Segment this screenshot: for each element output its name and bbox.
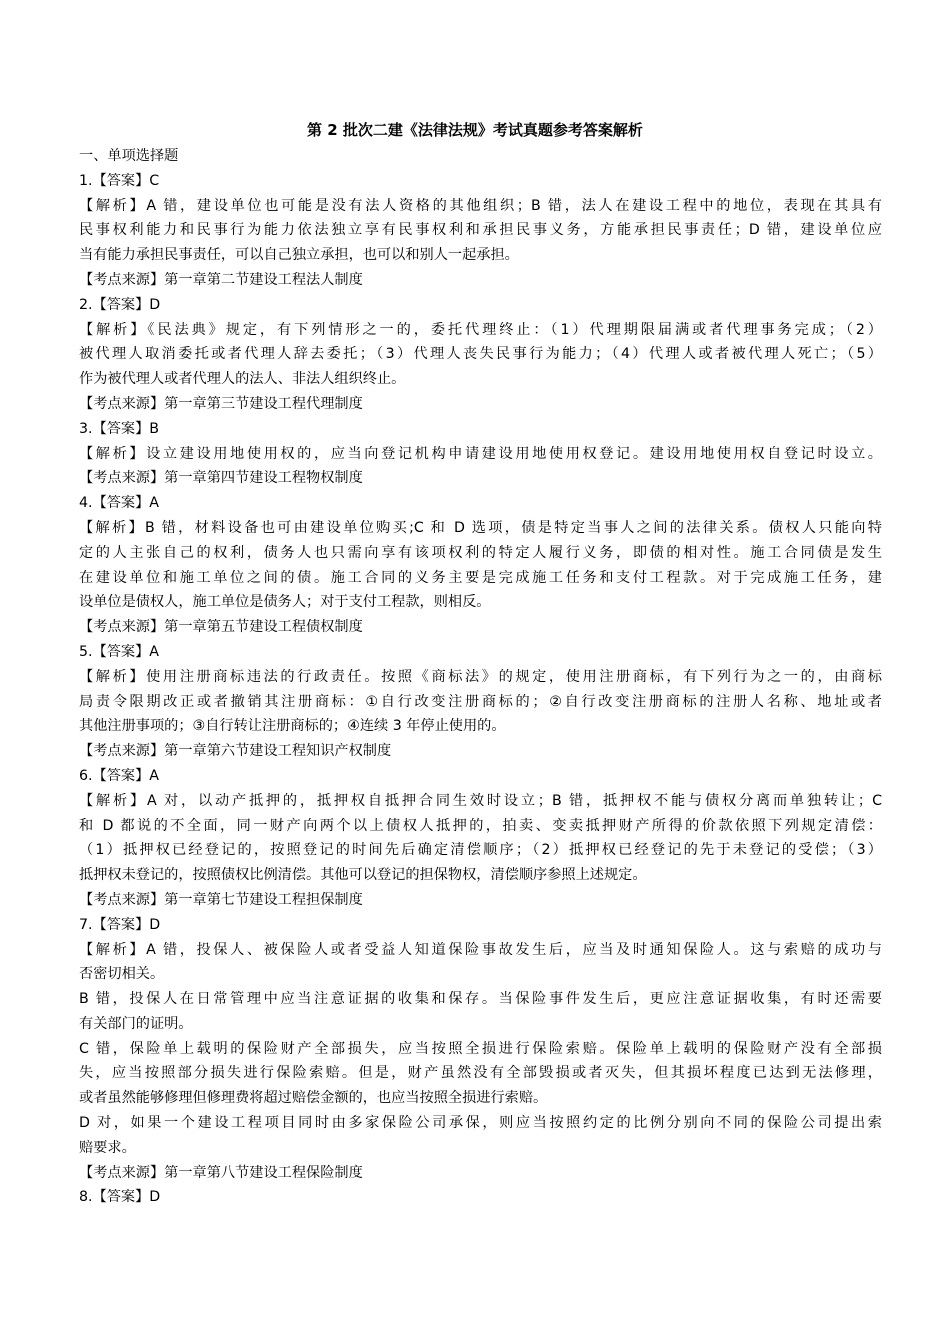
text-line: 【考点来源】第一章第三节建设工程代理制度 [79,395,363,412]
text-line: 【解析】《民法典》规定，有下列情形之一的，委托代理终止：（1）代理期限届满或者代理事务完成；（2） [79,321,882,338]
text-line: 局责令限期改正或者撤销其注册商标：①自行改变注册商标的；②自行改变注册商标的注册人名称、地址或者 [79,693,882,710]
text-line: 7.【答案】D [79,916,161,933]
text-line: 【解析】使用注册商标违法的行政责任。按照《商标法》的规定，使用注册商标，有下列行为之一的，由商标 [79,668,882,685]
text-line: 1.【答案】C [79,172,160,189]
text-line: 【解析】A 错，投保人、被保险人或者受益人知道保险事故发生后，应当及时通知保险人。这与索赔的成功与 [79,941,882,958]
text-line: 失，应当按照部分损失进行保险索赔。但是，财产虽然没有全部毁损或者灭失，但其损坏程度已达到无法修理， [79,1065,882,1082]
text-line: 设单位是债权人，施工单位是债务人；对于支付工程款，则相反。 [79,594,491,611]
document-body [79,144,882,1210]
text-line: B 错，投保人在日常管理中应当注意证据的收集和保存。当保险事件发生后，更应注意证据收集，有时还需要 [79,991,882,1008]
text-line: 其他注册事项的；③自行转让注册商标的；④连续 3 年停止使用的。 [79,718,506,735]
text-line: 在建设单位和施工单位之间的债。施工合同的义务主要是完成施工任务和支付工程款。对于完成施工任务，建 [79,569,882,586]
text-line: 和 D 都说的不全面，同一财产向两个以上债权人抵押的，拍卖、变卖抵押财产所得的价款依照下列规定清偿： [79,817,882,834]
text-line: 作为被代理人或者代理人的法人、非法人组织终止。 [79,371,406,388]
text-line: 【考点来源】第一章第八节建设工程保险制度 [79,1164,363,1181]
text-line: 或者虽然能够修理但修理费将超过赔偿金额的，也应当按照全损进行索赔。 [79,1090,548,1107]
text-line: 被代理人取消委托或者代理人辞去委托；（3）代理人丧失民事行为能力；（4）代理人或者被代理人死亡；（5） [79,346,882,363]
text-line: 否密切相关。 [79,966,165,983]
text-line: D 对，如果一个建设工程项目同时由多家保险公司承保，则应当按照约定的比例分别向不同的保险公司提出索 [79,1115,882,1132]
text-line: 当有能力承担民事责任，可以自己独立承担，也可以和别人一起承担。 [79,247,519,264]
text-line: 民事权利能力和民事行为能力依法独立享有民事权利和承担民事义务，方能承担民事责任；D 错，建设单位应 [79,222,882,239]
text-line: 一、单项选择题 [79,148,179,164]
text-line: 【考点来源】第一章第六节建设工程知识产权制度 [79,743,392,760]
text-line: 3.【答案】B [79,420,160,437]
text-line: 【考点来源】第一章第五节建设工程债权制度 [79,619,363,636]
text-line: 4.【答案】A [79,495,159,512]
text-line: 【解析】B 错，材料设备也可由建设单位购买;C 和 D 选项，债是特定当事人之间的法律关系。债权人只能向特 [79,519,882,536]
text-line: 8.【答案】D [79,1189,161,1206]
text-line: 【解析】A 对，以动产抵押的，抵押权自抵押合同生效时设立；B 错，抵押权不能与债权分离而单独转让；C [79,792,882,809]
text-line: C 错，保险单上载明的保险财产全部损失，应当按照全损进行保险索赔。保险单上载明的保险财产没有全部损 [79,1040,882,1057]
text-line: 【考点来源】第一章第七节建设工程担保制度 [79,891,363,908]
text-line: （1）抵押权已经登记的，按照登记的时间先后确定清偿顺序；（2）抵押权已经登记的先于未登记的受偿；（3） [79,842,882,859]
document-title: 第 2 批次二建《法律法规》考试真题参考答案解析 [307,121,643,139]
text-line: 【解析】设立建设用地使用权的，应当向登记机构申请建设用地使用权登记。建设用地使用权自登记时设立。 [79,445,882,462]
text-line: 定的人主张自己的权利，债务人也只需向享有该项权利的特定人履行义务，即债的相对性。施工合同债是发生 [79,544,882,561]
text-line: 【解析】A 错，建设单位也可能是没有法人资格的其他组织；B 错，法人在建设工程中的地位，表现在其具有 [79,197,882,214]
text-line: 【考点来源】第一章第四节建设工程物权制度 [79,470,363,487]
text-line: 2.【答案】D [79,296,161,313]
text-line: 5.【答案】A [79,643,159,660]
text-line: 6.【答案】A [79,767,159,784]
text-line: 赔要求。 [79,1139,136,1156]
text-line: 抵押权未登记的，按照债权比例清偿。其他可以登记的担保物权，清偿顺序参照上述规定。 [79,867,647,884]
text-line: 有关部门的证明。 [79,1015,193,1032]
text-line: 【考点来源】第一章第二节建设工程法人制度 [79,271,363,288]
